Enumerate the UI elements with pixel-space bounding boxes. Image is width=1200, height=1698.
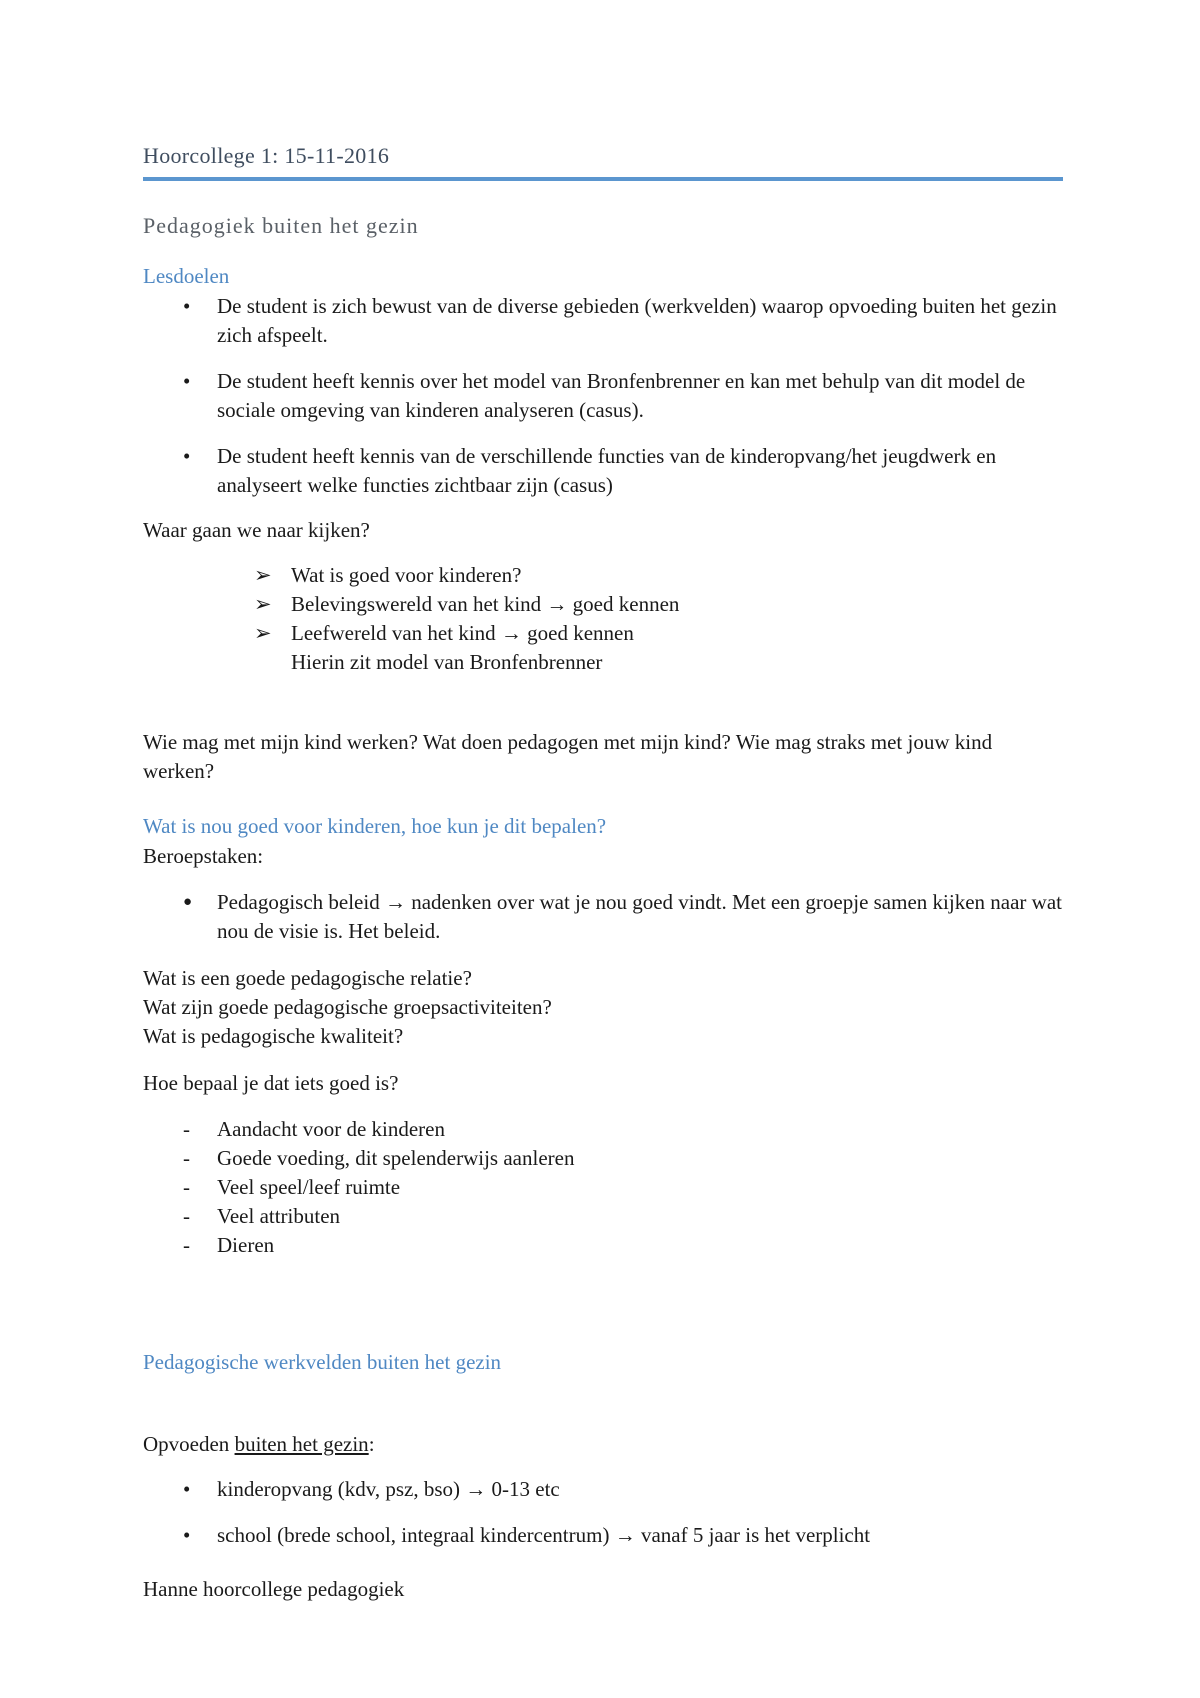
wie-mag-paragraph: Wie mag met mijn kind werken? Wat doen pedagogen met mijn kind? Wie mag straks met jouw kind werken?	[143, 730, 993, 783]
footer-text: Hanne hoorcollege pedagogiek	[143, 1577, 405, 1601]
lesdoelen-list	[143, 292, 1067, 517]
bullet-marker: •	[183, 1523, 191, 1547]
beroepstaken-list	[143, 888, 1067, 946]
list-item: • kinderopvang (kdv, psz, bso) → 0-13 etc	[143, 1475, 1067, 1504]
list-item: - Veel speel/leef ruimte	[143, 1173, 1067, 1202]
arrow-marker: ➢	[254, 592, 272, 616]
beroepstaken-label: Beroepstaken:	[143, 844, 264, 868]
list-item: • De student heeft kennis over het model van Bronfenbrenner en kan met behulp van dit model de sociale omgeving van kinderen analyseren (casus).	[183, 369, 1026, 422]
dash-marker: -	[183, 1117, 190, 1141]
hoe-question: Hoe bepaal je dat iets goed is?	[143, 1071, 399, 1095]
dash-marker: -	[183, 1175, 190, 1199]
hoe-list	[143, 1115, 1067, 1260]
title-underline-rule	[143, 177, 1063, 181]
dash-marker: -	[183, 1233, 190, 1257]
list-item: • school (brede school, integraal kindercentrum) → vanaf 5 jaar is het verplicht	[143, 1521, 1067, 1550]
werkvelden-list	[143, 1475, 1067, 1567]
document-title: Hoorcollege 1: 15-11-2016	[143, 143, 390, 168]
underlined-phrase: buiten het gezin	[234, 1432, 369, 1456]
kijken-question: Waar gaan we naar kijken?	[143, 518, 370, 542]
list-item: ➢ Leefwereld van het kind → goed kennen	[254, 619, 991, 648]
arrow-marker: ➢	[254, 621, 272, 645]
arrow-marker: ➢	[254, 563, 272, 587]
werkvelden-heading: Pedagogische werkvelden buiten het gezin	[143, 1350, 502, 1374]
list-item: ➢ Wat is goed voor kinderen?	[254, 561, 991, 590]
goed-section-heading: Wat is nou goed voor kinderen, hoe kun je dit bepalen?	[143, 814, 607, 838]
dash-marker: -	[183, 1204, 190, 1228]
dash-marker: -	[183, 1146, 190, 1170]
question-kwaliteit: Wat is pedagogische kwaliteit?	[143, 1024, 404, 1048]
lesdoelen-heading: Lesdoelen	[143, 264, 230, 288]
list-continuation: Hierin zit model van Bronfenbrenner	[291, 650, 603, 674]
list-item: • De student is zich bewust van de diverse gebieden (werkvelden) waarop opvoeding buiten het gezin zich afspeelt.	[183, 294, 1057, 347]
bullet-marker: •	[183, 1477, 191, 1501]
list-item: ➢ Belevingswereld van het kind → goed kennen	[254, 590, 991, 619]
list-item: • De student heeft kennis van de verschillende functies van de kinderopvang/het jeugdwerk en analyseert welke functies zichtbaar zijn (casus)	[183, 444, 997, 497]
list-item: ● Pedagogisch beleid → nadenken over wat je nou goed vindt. Met een groepje samen kijken naar wat nou de visie is. Het beleid.	[183, 890, 1062, 943]
bullet-marker: •	[183, 444, 191, 468]
question-relatie: Wat is een goede pedagogische relatie?	[143, 966, 472, 990]
list-item: - Aandacht voor de kinderen	[143, 1115, 1067, 1144]
list-item: - Veel attributen	[143, 1202, 1067, 1231]
document-subtitle: Pedagogiek buiten het gezin	[143, 213, 419, 238]
opvoeden-intro: Opvoeden buiten het gezin:	[143, 1432, 375, 1456]
kijken-list	[254, 561, 991, 677]
bullet-marker: •	[183, 294, 191, 318]
bullet-marker: •	[183, 369, 191, 393]
dot-marker: ●	[183, 894, 193, 910]
question-groepsactiviteiten: Wat zijn goede pedagogische groepsactiviteiten?	[143, 995, 552, 1019]
list-item: - Goede voeding, dit spelenderwijs aanleren	[143, 1144, 1067, 1173]
list-item: - Dieren	[143, 1231, 1067, 1260]
